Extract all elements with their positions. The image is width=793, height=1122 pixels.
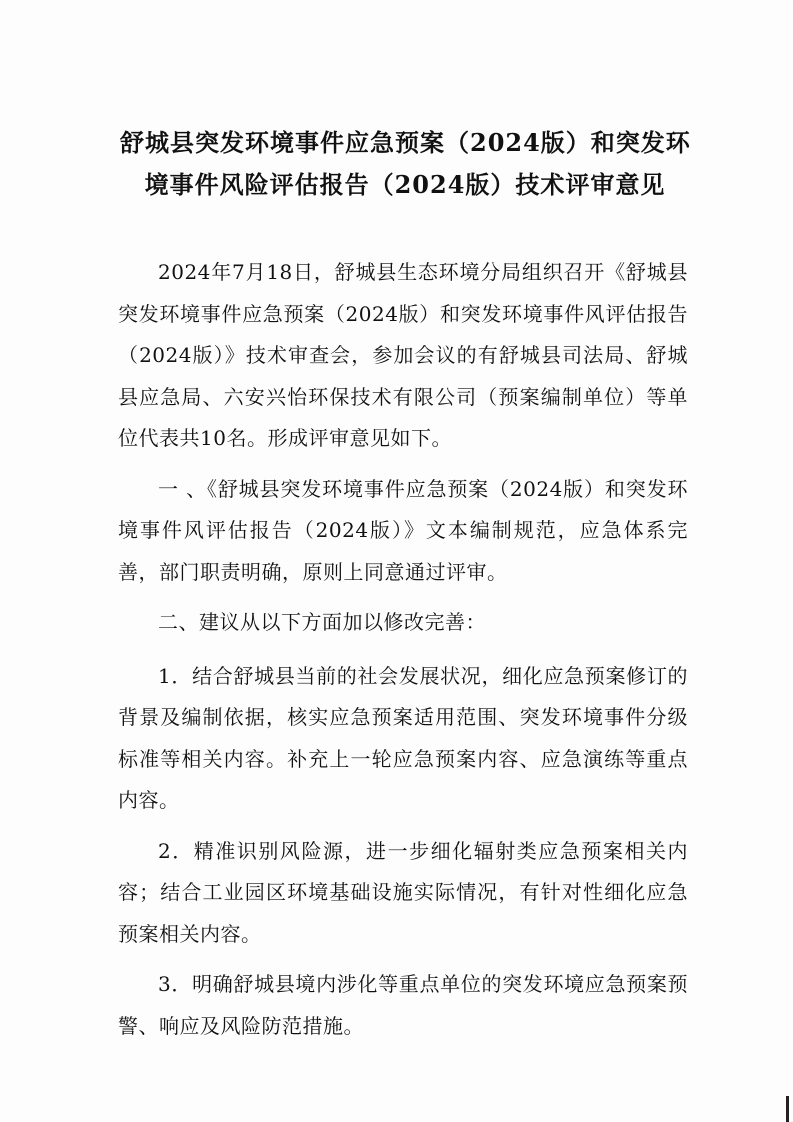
section-two-heading: 二、建议从以下方面加以修改完善： — [158, 610, 486, 634]
document-title — [120, 122, 690, 206]
title-line-2: 境事件风险评估报告（2024版）技术评审意见 — [144, 170, 666, 199]
section-one-paragraph: 一 、《舒城县突发环境事件应急预案（2024版）和突发环境事件风评估报告（2024版）》文本编制规范，应急体系完善，部门职责明确，原则上同意通过评审。 — [118, 476, 688, 584]
intro-paragraph: 2024年7月18日，舒城县生态环境分局组织召开《舒城县突发环境事件应急预案（2024版）和突发环境事件风评估报告（2024版）》技术审查会，参加会议的有舒城县司法局、舒城县应急局、六安兴怡环保技术有限公司（预案编制单位）等单位代表共10名。形成评审意见如下。 — [118, 260, 688, 450]
document-body — [118, 252, 688, 1056]
suggestion-item-3: 3．明确舒城县境内涉化等重点单位的突发环境应急预案预警、响应及风险防范措施。 — [118, 972, 688, 1038]
title-line-1: 舒城县突发环境事件应急预案（2024版）和突发环 — [120, 128, 691, 157]
suggestion-item-1: 1．结合舒城县当前的社会发展状况，细化应急预案修订的背景及编制依据，核实应急预案适用范围、突发环境事件分级标准等相关内容。补充上一轮应急预案内容、应急演练等重点内容。 — [118, 663, 688, 812]
suggestion-item-2: 2．精准识别风险源，进一步细化辐射类应急预案相关内容；结合工业园区环境基础设施实际情况，有针对性细化应急预案相关内容。 — [118, 838, 688, 946]
scan-edge-mark — [786, 1096, 789, 1122]
